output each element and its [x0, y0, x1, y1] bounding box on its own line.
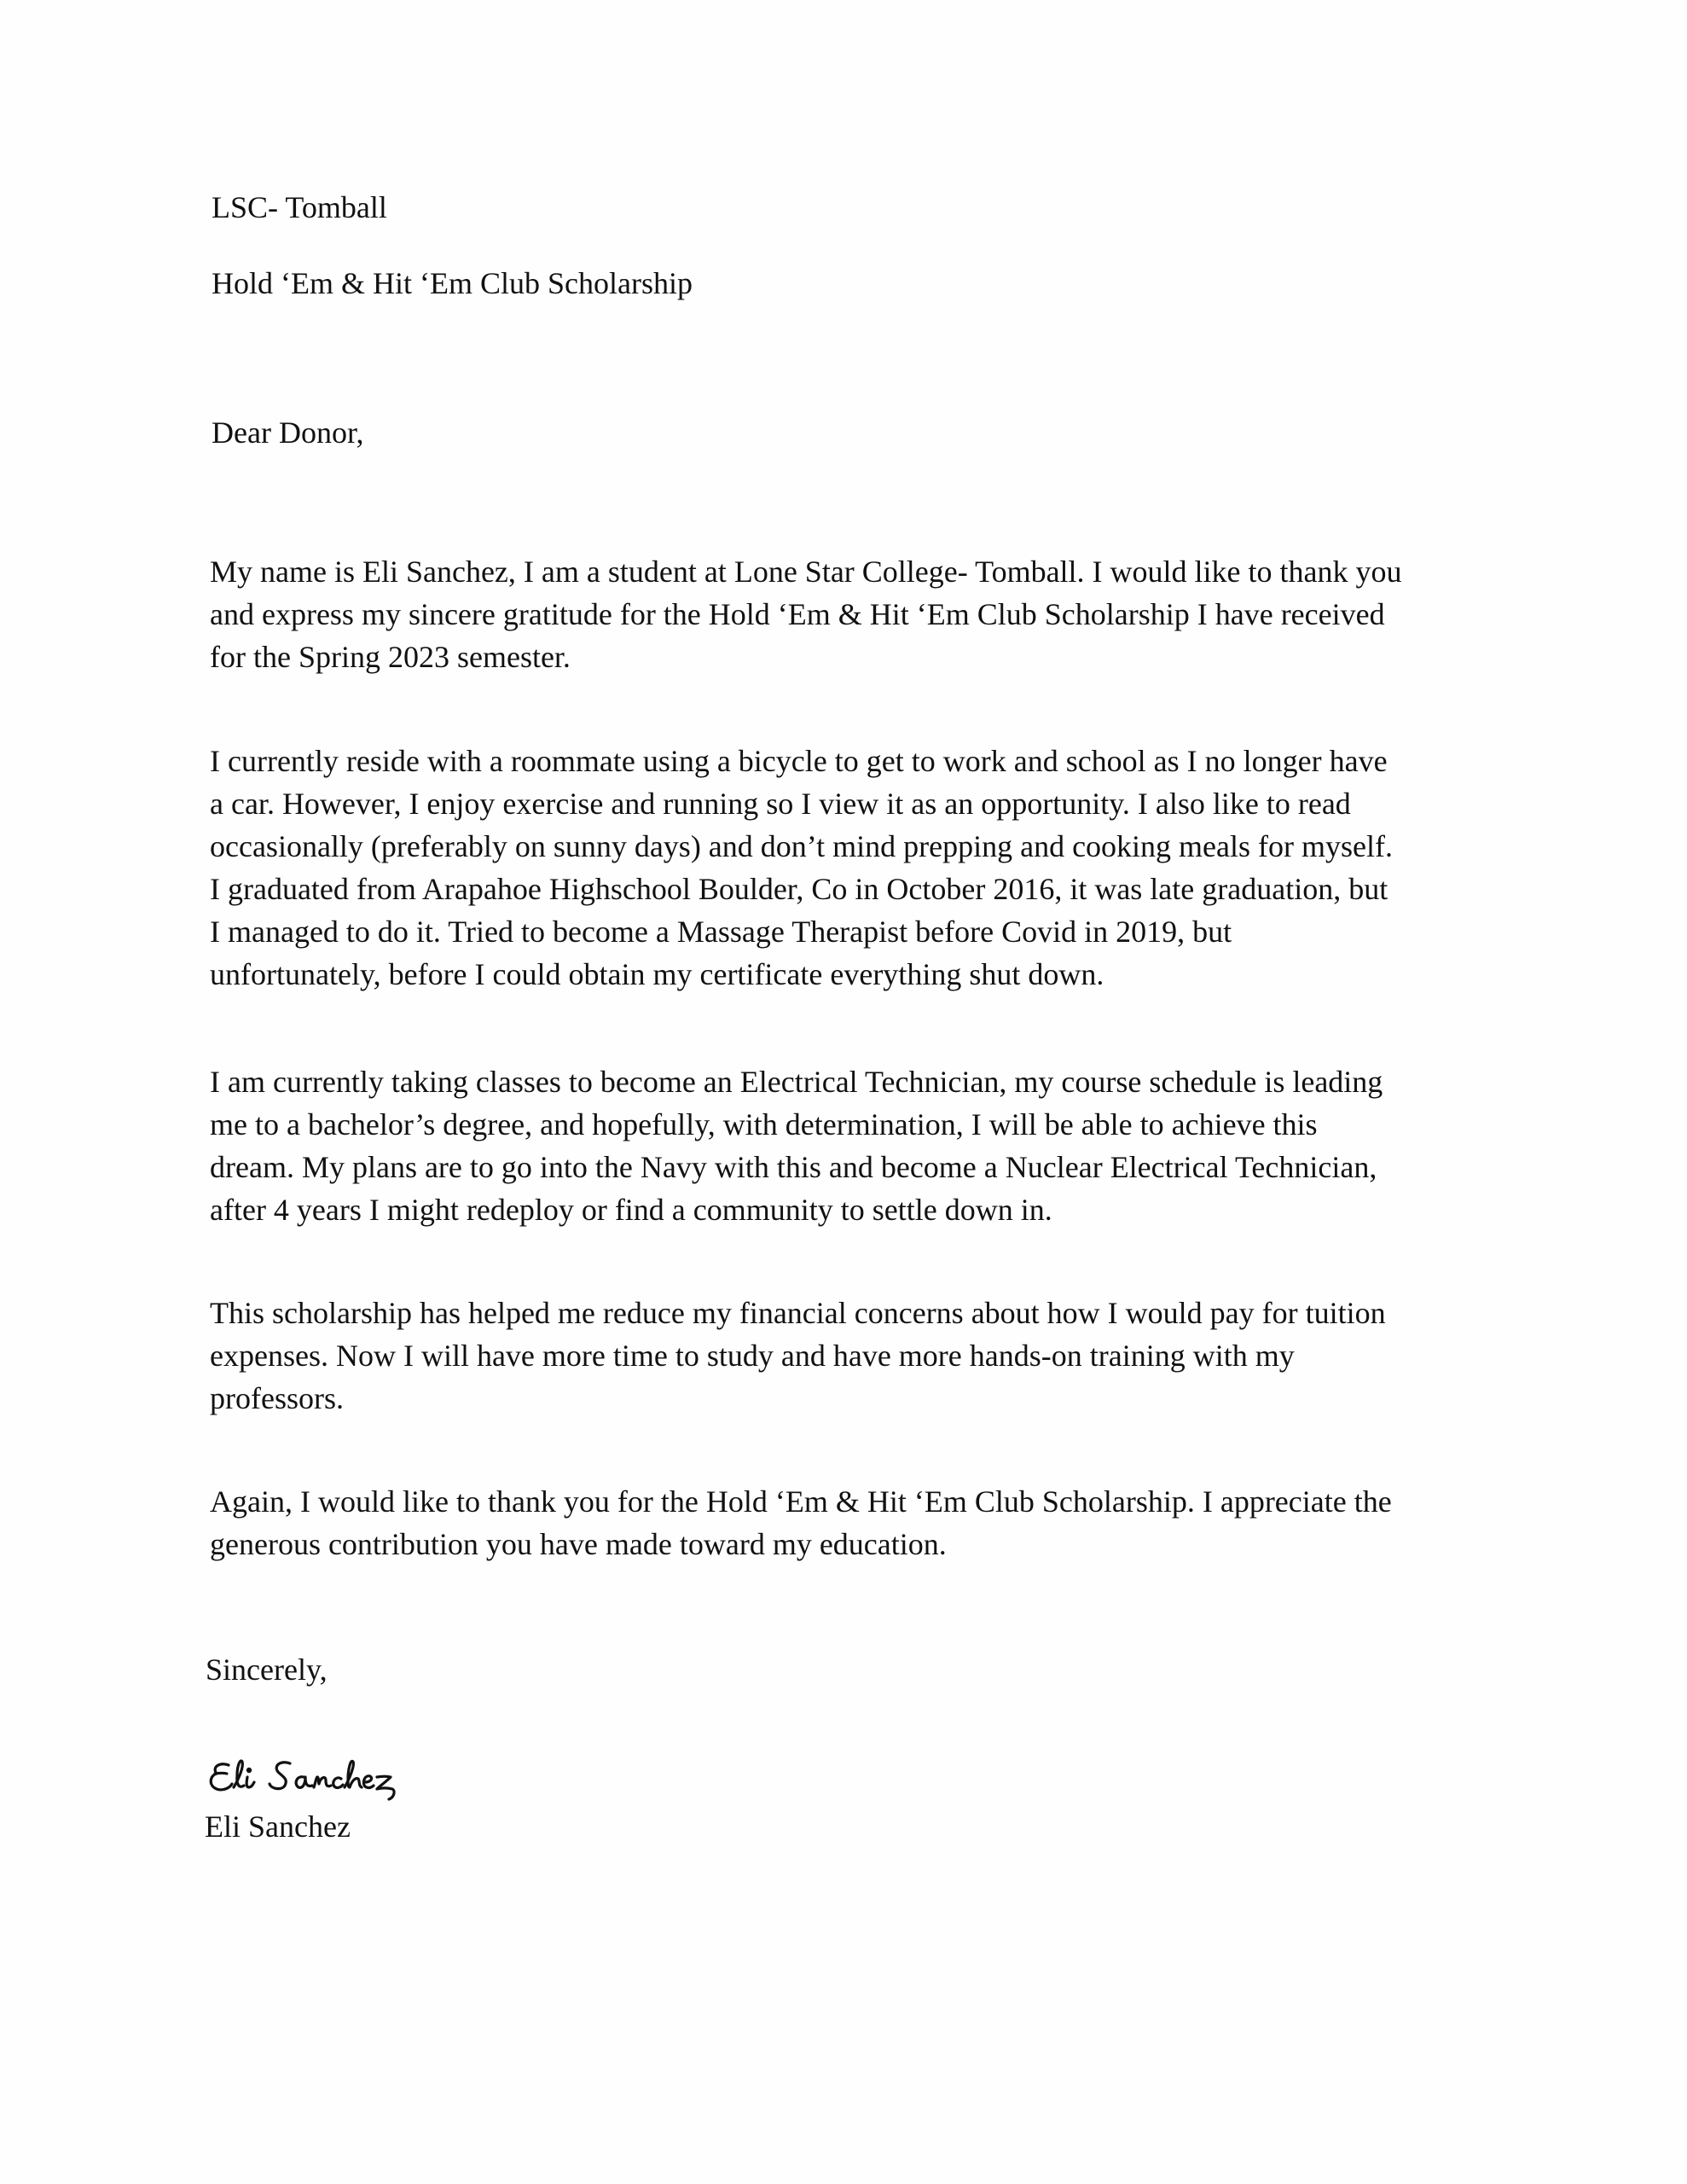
paragraph-goals	[210, 1060, 1506, 1231]
paragraph-background	[210, 740, 1506, 996]
paragraph-line: professors.	[210, 1381, 344, 1415]
paragraph-thanks	[210, 1480, 1506, 1565]
paragraph-line: unfortunately, before I could obtain my certificate everything shut down.	[210, 957, 1104, 991]
paragraph-impact	[210, 1292, 1506, 1420]
scholarship-name: Hold ‘Em & Hit ‘Em Club Scholarship	[212, 266, 693, 300]
paragraph-line: This scholarship has helped me reduce my financial concerns about how I would pay for tuition	[210, 1296, 1386, 1330]
paragraph-gratitude	[210, 550, 1506, 678]
paragraph-line: I managed to do it. Tried to become a Massage Therapist before Covid in 2019, but	[210, 915, 1232, 949]
handwritten-signature	[205, 1753, 409, 1804]
paragraph-line: dream. My plans are to go into the Navy with this and become a Nuclear Electrical Technician,	[210, 1150, 1377, 1184]
paragraph-line: I graduated from Arapahoe Highschool Boulder, Co in October 2016, it was late graduation, but	[210, 872, 1388, 906]
paragraph-line: me to a bachelor’s degree, and hopefully, with determination, I will be able to achieve this	[210, 1107, 1318, 1141]
paragraph-line: I am currently taking classes to become an Electrical Technician, my course schedule is leading	[210, 1065, 1383, 1099]
paragraph-line: occasionally (preferably on sunny days) and don’t mind prepping and cooking meals for myself.	[210, 829, 1393, 863]
paragraph-line: a car. However, I enjoy exercise and running so I view it as an opportunity. I also like to read	[210, 787, 1351, 821]
college-name: LSC- Tomball	[212, 190, 387, 224]
closing: Sincerely,	[206, 1653, 328, 1687]
paragraph-line: Again, I would like to thank you for the Hold ‘Em & Hit ‘Em Club Scholarship. I appreciate the	[210, 1484, 1392, 1519]
paragraph-line: expenses. Now I will have more time to study and have more hands-on training with my	[210, 1339, 1295, 1373]
paragraph-line: and express my sincere gratitude for the Hold ‘Em & Hit ‘Em Club Scholarship I have received	[210, 597, 1385, 631]
paragraph-line: generous contribution you have made toward my education.	[210, 1527, 947, 1561]
printed-name: Eli Sanchez	[205, 1809, 351, 1844]
paragraph-line: after 4 years I might redeploy or find a community to settle down in.	[210, 1193, 1052, 1227]
paragraph-line: I currently reside with a roommate using a bicycle to get to work and school as I no longer have	[210, 744, 1388, 778]
paragraph-line: My name is Eli Sanchez, I am a student at Lone Star College- Tomball. I would like to thank you	[210, 555, 1402, 589]
paragraph-line: for the Spring 2023 semester.	[210, 640, 571, 674]
salutation: Dear Donor,	[212, 415, 364, 450]
